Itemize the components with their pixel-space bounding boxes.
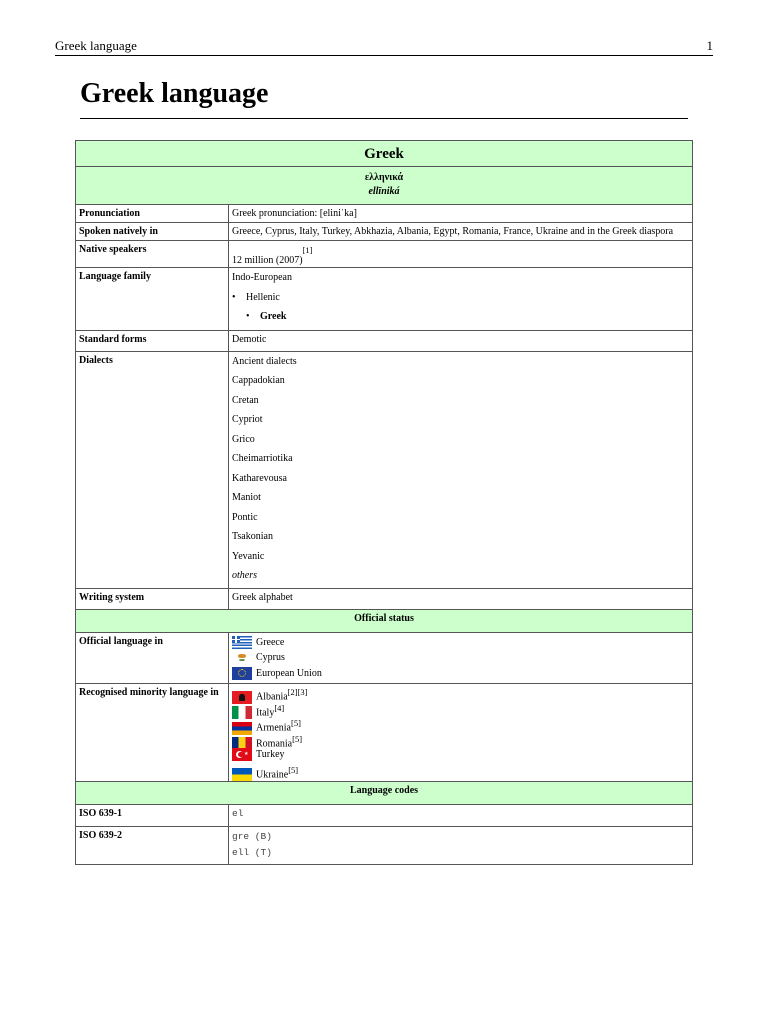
- minority-ref[interactable]: [4]: [274, 702, 285, 713]
- label-iso-639-1: ISO 639-1: [76, 805, 229, 827]
- native-name-cell: [76, 167, 693, 205]
- iso-639-2-b: gre (B): [232, 831, 272, 842]
- armenia-flag-icon: [232, 722, 252, 735]
- dialect-item[interactable]: Grico: [232, 433, 255, 445]
- row-spoken-in: [76, 223, 693, 241]
- section-language-codes: Language codes: [76, 782, 693, 805]
- row-dialects: [76, 351, 693, 588]
- section-official-status: Official status: [76, 609, 693, 632]
- label-official-language: Official language in: [76, 632, 229, 684]
- minority-ref[interactable]: [2][3]: [287, 687, 308, 697]
- value-pronunciation[interactable]: Greek pronunciation: [eliniˈka]: [229, 205, 693, 223]
- minority-ukraine: [232, 763, 689, 779]
- minority-name[interactable]: Albania: [256, 691, 288, 703]
- row-minority-language: [76, 684, 693, 782]
- minority-ref[interactable]: [5]: [292, 733, 303, 744]
- minority-italy: [232, 701, 689, 717]
- value-writing-system[interactable]: Greek alphabet: [229, 588, 693, 609]
- bullet-icon: •: [246, 311, 250, 322]
- label-pronunciation: Pronunciation: [76, 205, 229, 223]
- ukraine-flag-icon: [232, 768, 252, 781]
- official-greece-name[interactable]: Greece: [256, 636, 285, 648]
- dialect-item[interactable]: Cypriot: [232, 414, 263, 425]
- minority-armenia: [232, 716, 689, 732]
- bullet-icon: •: [232, 291, 236, 303]
- label-standard-forms: Standard forms: [76, 330, 229, 351]
- dialect-item[interactable]: Ancient dialects: [232, 355, 297, 367]
- official-greece: [232, 635, 689, 651]
- label-writing-system: Writing system: [76, 588, 229, 609]
- value-minority-language: [229, 684, 693, 782]
- minority-albania: [232, 685, 689, 701]
- official-eu: [232, 666, 689, 682]
- italy-flag-icon: [232, 706, 252, 719]
- family-branch[interactable]: Hellenic: [246, 291, 280, 303]
- official-eu-name[interactable]: European Union: [256, 667, 322, 679]
- row-iso-639-1: [76, 805, 693, 827]
- label-minority-language: Recognised minority language in: [76, 684, 229, 782]
- running-title: Greek language: [55, 38, 137, 53]
- family-leaf: Greek: [260, 311, 287, 322]
- label-iso-639-2: ISO 639-2: [76, 827, 229, 865]
- minority-romania: [232, 732, 689, 748]
- value-iso-639-1: el: [229, 805, 693, 827]
- value-official-language: [229, 632, 693, 684]
- label-dialects: Dialects: [76, 351, 229, 588]
- row-pronunciation: [76, 205, 693, 223]
- page-number: 1: [706, 38, 713, 53]
- native-name: ελληνικά: [364, 172, 404, 183]
- running-head: [55, 38, 713, 56]
- family-branch-item: [232, 288, 689, 308]
- dialect-item[interactable]: Tsakonian: [232, 531, 273, 542]
- minority-name[interactable]: Armenia: [256, 722, 291, 734]
- row-writing-system: [76, 588, 693, 609]
- official-cyprus-name[interactable]: Cyprus: [256, 652, 285, 663]
- dialect-item[interactable]: Yevanic: [232, 550, 265, 562]
- minority-name[interactable]: Turkey: [256, 749, 285, 760]
- label-language-family: Language family: [76, 268, 229, 331]
- dialect-item[interactable]: Katharevousa: [232, 472, 287, 484]
- label-native-speakers: Native speakers: [76, 241, 229, 268]
- value-standard-forms[interactable]: Demotic: [229, 330, 693, 351]
- eu-flag-icon: [232, 667, 252, 680]
- greece-flag-icon: [232, 636, 252, 649]
- value-language-family: [229, 268, 693, 331]
- romanized-name: ellīniká: [368, 186, 400, 197]
- speakers-count: 12 million (2007): [232, 255, 303, 267]
- turkey-flag-icon: ★: [232, 748, 252, 761]
- row-standard-forms: [76, 330, 693, 351]
- minority-name[interactable]: Ukraine: [256, 768, 289, 780]
- dialect-item[interactable]: Cretan: [232, 394, 259, 406]
- official-cyprus: [232, 650, 689, 666]
- infobox-title: Greek: [76, 141, 693, 167]
- infobox: [75, 140, 693, 865]
- dialect-item[interactable]: Cheimarriotika: [232, 453, 293, 464]
- value-native-speakers: [229, 241, 693, 268]
- cyprus-flag-icon: [232, 651, 252, 664]
- value-iso-639-2: [229, 827, 693, 865]
- row-iso-639-2: [76, 827, 693, 865]
- dialect-others[interactable]: others: [232, 570, 257, 581]
- dialect-item[interactable]: Maniot: [232, 492, 261, 503]
- dialect-item[interactable]: Pontic: [232, 511, 258, 523]
- speakers-ref[interactable]: [1]: [302, 245, 313, 255]
- minority-name[interactable]: Italy: [256, 706, 275, 718]
- value-dialects: [229, 351, 693, 588]
- family-leaf-item: [232, 307, 689, 327]
- row-native-speakers: [76, 241, 693, 268]
- minority-name[interactable]: Romania: [256, 737, 293, 749]
- article-title: Greek language: [80, 78, 269, 109]
- dialect-item[interactable]: Cappadokian: [232, 375, 285, 386]
- title-rule: [80, 118, 688, 119]
- minority-turkey: [232, 747, 689, 763]
- label-spoken-in: Spoken natively in: [76, 223, 229, 241]
- minority-ref[interactable]: [5]: [288, 764, 299, 775]
- row-language-family: [76, 268, 693, 331]
- minority-ref[interactable]: [5]: [291, 718, 301, 728]
- iso-639-2-t: ell (T): [232, 847, 272, 858]
- value-spoken-in[interactable]: Greece, Cyprus, Italy, Turkey, Abkhazia, Albania, Egypt, Romania, France, Ukraine and in the Greek diaspora: [229, 223, 693, 241]
- albania-flag-icon: [232, 691, 252, 704]
- row-official-language: [76, 632, 693, 684]
- family-root[interactable]: Indo-European: [232, 272, 292, 283]
